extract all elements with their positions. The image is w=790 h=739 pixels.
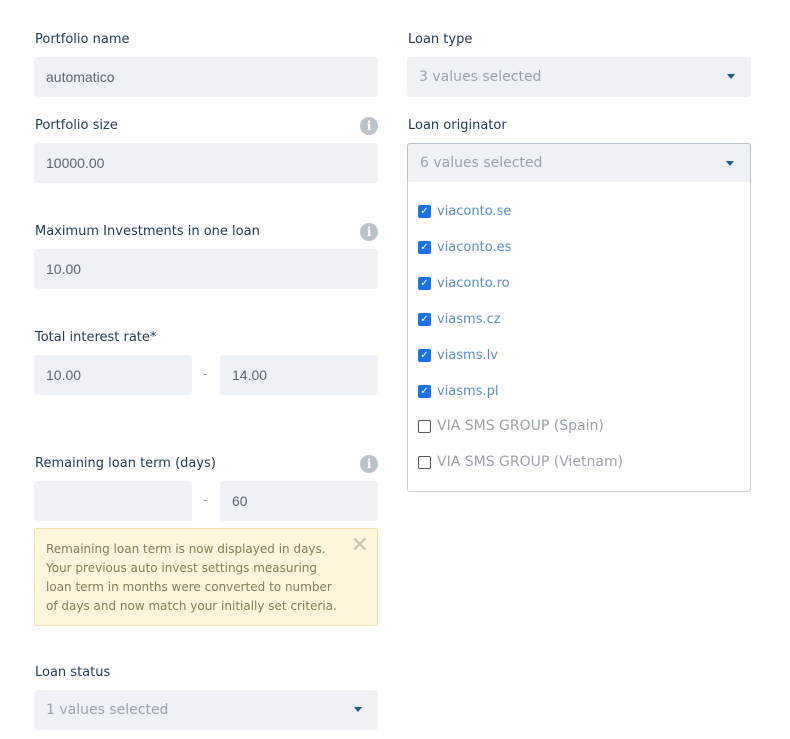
loan-type-select[interactable] <box>407 57 751 97</box>
loan-status-select[interactable] <box>34 690 378 730</box>
checkbox-unchecked[interactable] <box>418 456 431 469</box>
option-label: viaconto.se <box>437 203 512 219</box>
originator-option[interactable] <box>418 416 604 436</box>
originator-option[interactable] <box>418 381 498 401</box>
caret-down-icon <box>727 74 735 79</box>
originator-option[interactable] <box>418 201 511 221</box>
originator-option[interactable] <box>418 309 501 329</box>
loan-type-value: 3 values selected <box>419 69 542 85</box>
checkbox-checked[interactable]: ✓ <box>418 385 431 398</box>
originator-option[interactable] <box>418 452 623 472</box>
portfolio-size-input[interactable]: 10000.00 <box>34 143 378 183</box>
caret-down-icon <box>726 161 734 166</box>
portfolio-name-input[interactable]: automatico <box>34 57 378 97</box>
range-separator: - <box>203 493 208 508</box>
option-label: viaconto.ro <box>437 275 510 291</box>
loan-term-max-input[interactable]: 60 <box>220 481 378 521</box>
portfolio-name-label: Portfolio name <box>35 32 130 47</box>
option-label: viaconto.es <box>437 239 512 255</box>
option-label: viasms.pl <box>437 383 499 399</box>
originator-option[interactable] <box>418 237 511 257</box>
info-icon[interactable]: i <box>360 223 378 241</box>
checkbox-checked[interactable]: ✓ <box>418 241 431 254</box>
loan-originator-value: 6 values selected <box>420 155 543 171</box>
notice-text: Remaining loan term is now displayed in days. Your previous auto invest settings measuring loan term in months were converted to number of days and now match your initially set criteria. <box>46 542 337 613</box>
portfolio-size-label: Portfolio size <box>35 118 118 133</box>
loan-status-value: 1 values selected <box>46 702 169 718</box>
checkbox-checked[interactable]: ✓ <box>418 205 431 218</box>
option-label: VIA SMS GROUP (Spain) <box>437 418 604 434</box>
checkbox-checked[interactable]: ✓ <box>418 277 431 290</box>
max-investment-label: Maximum Investments in one loan <box>35 224 260 239</box>
option-label: viasms.cz <box>437 311 501 327</box>
loan-term-notice <box>34 528 378 626</box>
interest-rate-max-input[interactable]: 14.00 <box>220 355 378 395</box>
option-label: viasms.lv <box>437 347 498 363</box>
checkbox-unchecked[interactable] <box>418 420 431 433</box>
loan-term-min-input[interactable] <box>34 481 192 521</box>
loan-term-label: Remaining loan term (days) <box>35 456 216 471</box>
loan-status-label: Loan status <box>35 665 111 680</box>
caret-down-icon <box>354 707 362 712</box>
interest-rate-label: Total interest rate* <box>35 330 157 345</box>
checkbox-checked[interactable]: ✓ <box>418 349 431 362</box>
range-separator: - <box>203 367 208 382</box>
loan-originator-label: Loan originator <box>408 118 507 133</box>
max-investment-input[interactable]: 10.00 <box>34 249 378 289</box>
info-icon[interactable]: i <box>360 455 378 473</box>
originator-option[interactable] <box>418 345 498 365</box>
originator-option[interactable] <box>418 273 510 293</box>
loan-type-label: Loan type <box>408 32 473 47</box>
info-icon[interactable]: i <box>360 117 378 135</box>
loan-originator-dropdown <box>407 182 751 492</box>
option-label: VIA SMS GROUP (Vietnam) <box>437 454 624 470</box>
close-icon[interactable]: ✕ <box>350 533 369 558</box>
loan-originator-select[interactable] <box>407 143 751 183</box>
interest-rate-min-input[interactable]: 10.00 <box>34 355 192 395</box>
checkbox-checked[interactable]: ✓ <box>418 313 431 326</box>
